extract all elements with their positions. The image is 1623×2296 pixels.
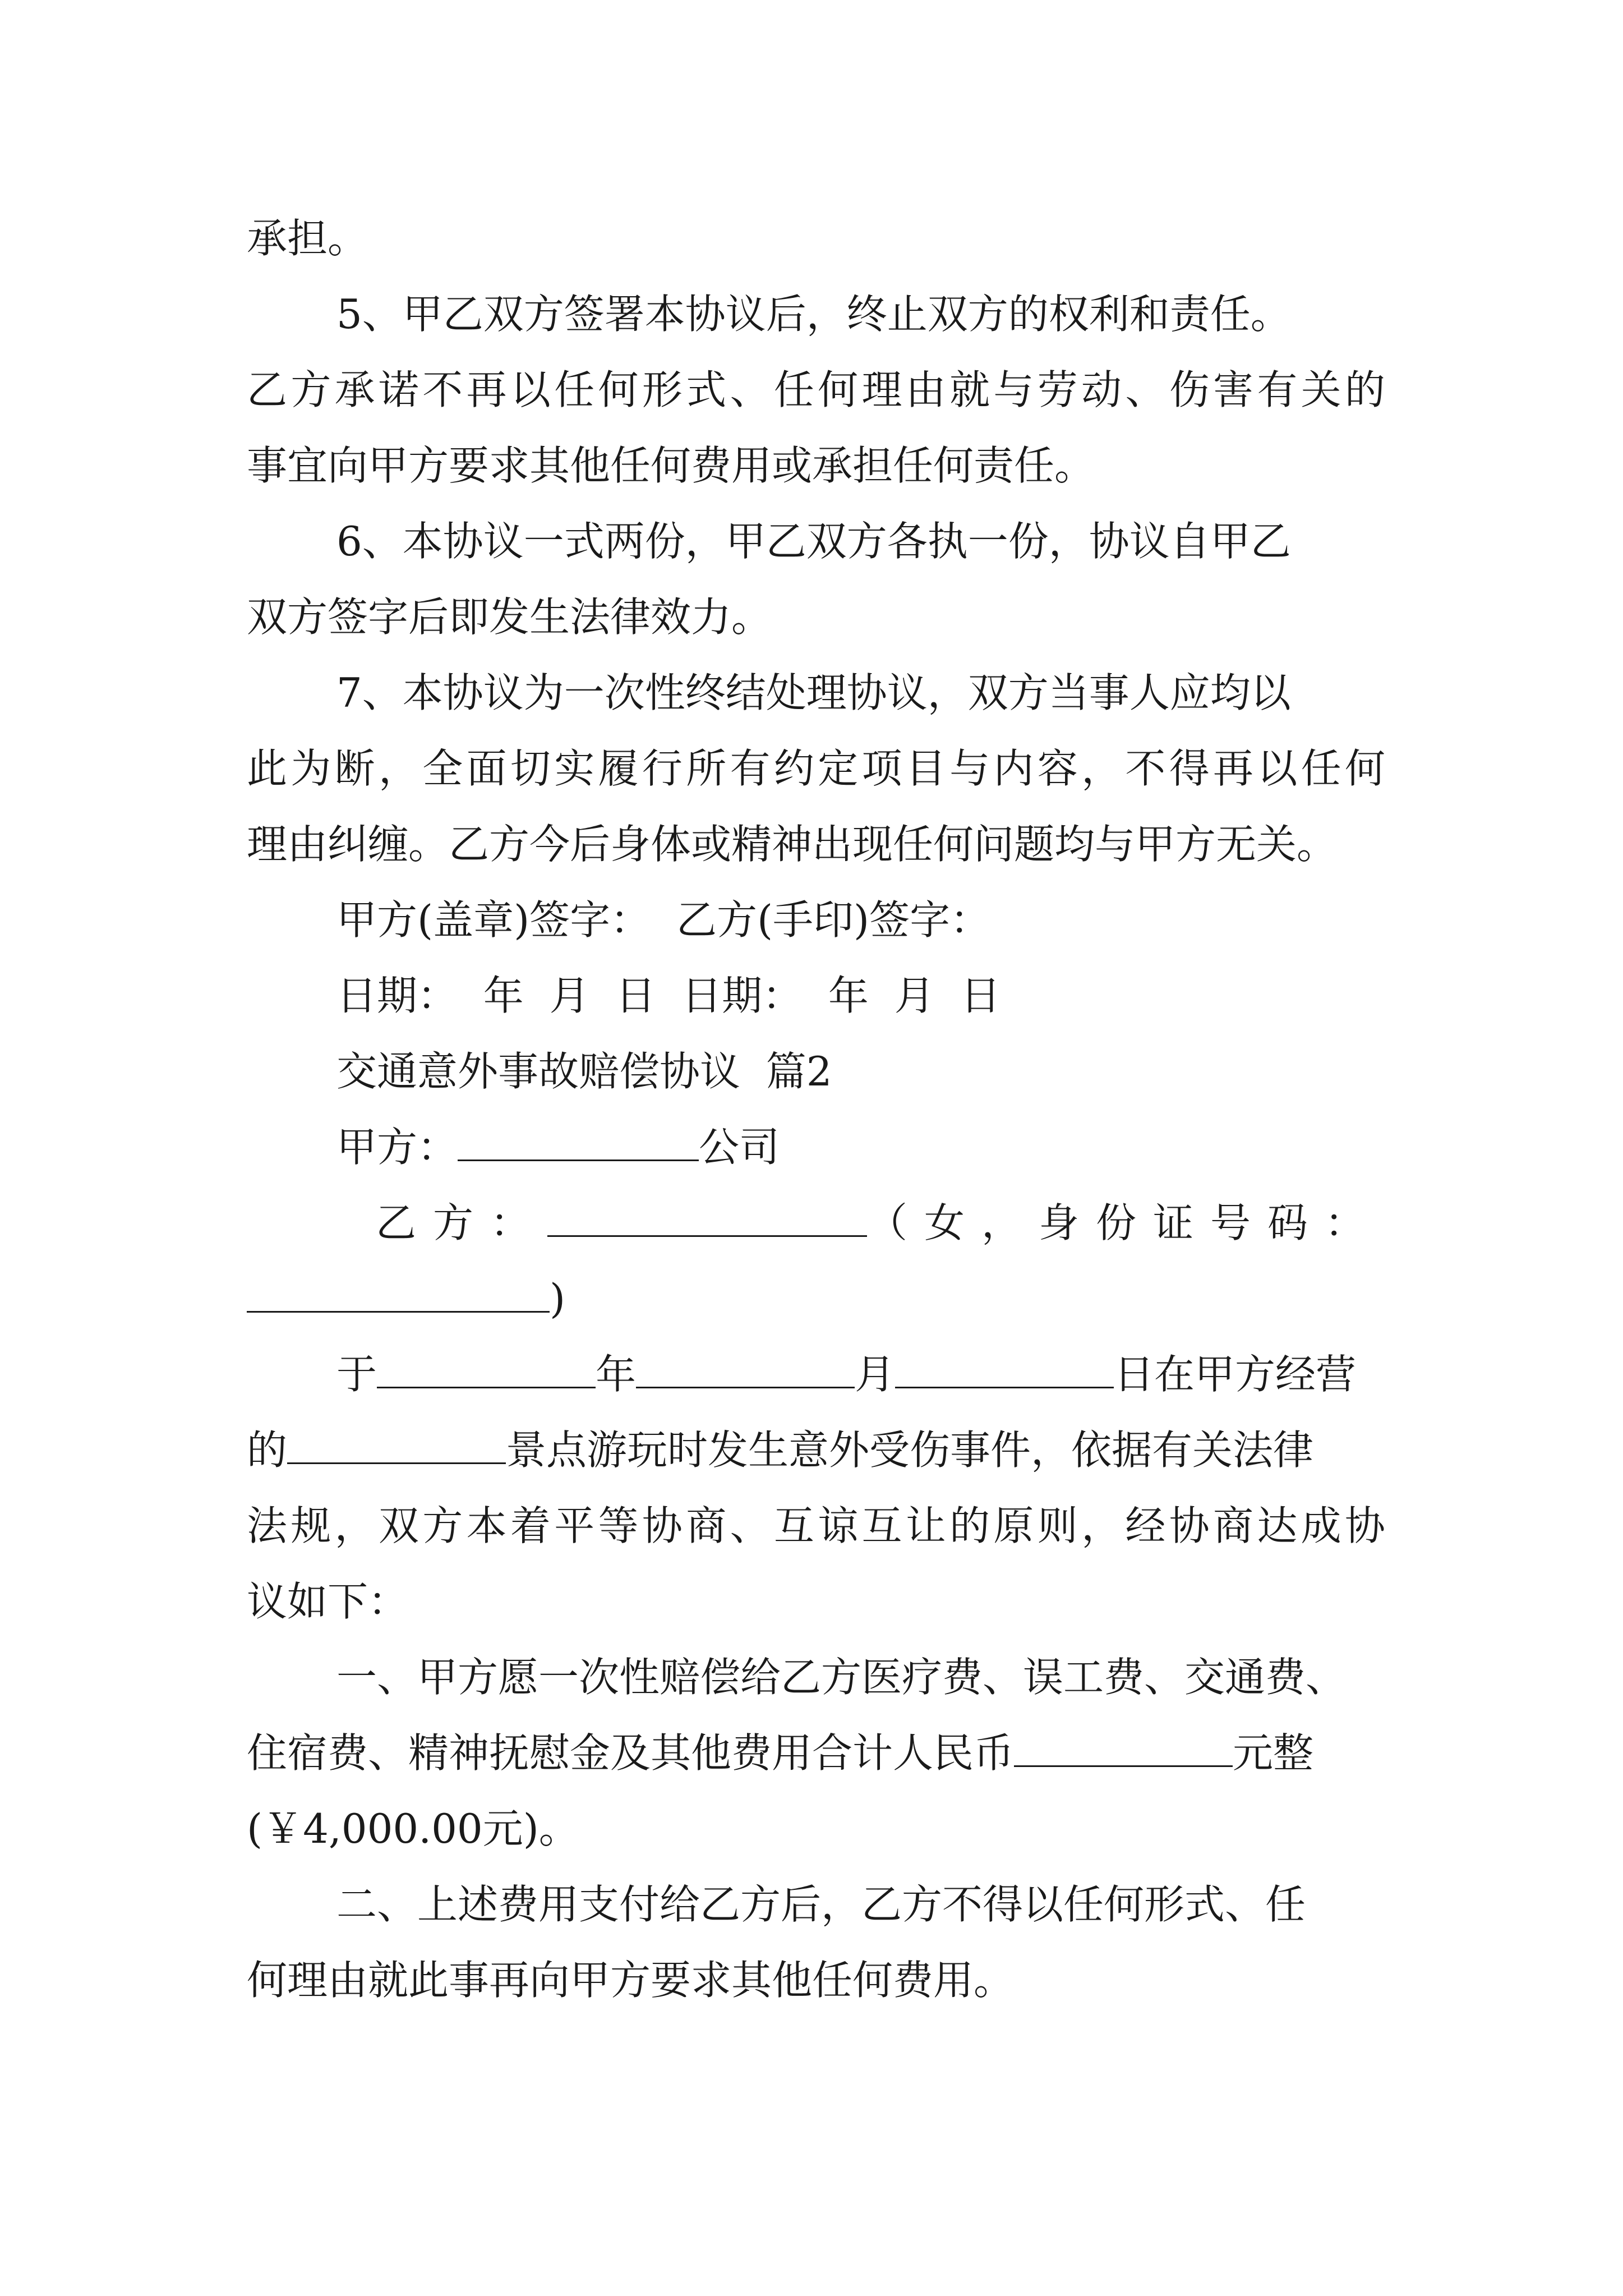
clause-2-line-2: 何理由就此事再向甲方要求其他任何费用。: [247, 1957, 1015, 2004]
section-title: 交通意外事故赔偿协议 篇2: [336, 1048, 832, 1095]
clause-5-line-2: 乙方承诺不再以任何形式、任何理由就与劳动、伤害有关的: [247, 366, 1385, 413]
clause-5-line-3: 事宜向甲方要求其他任何费用或承担任何责任。: [247, 442, 1095, 489]
clause-5-line-1: 5、甲乙双方签署本协议后，终止双方的权利和责任。: [336, 291, 1291, 338]
party-b-id-blank: [247, 1275, 550, 1313]
clause-7-line-1: 7、本协议为一次性终结处理协议，双方当事人应均以: [336, 669, 1291, 716]
clause-6-line-1: 6、本协议一式两份，甲乙双方各执一份，协议自甲乙: [336, 518, 1291, 565]
intro-year: 年: [596, 1351, 637, 1398]
intro-line-1: [336, 1346, 1356, 1402]
intro-yu: 于: [336, 1351, 377, 1398]
party-b-line-2: [247, 1271, 565, 1327]
intro-de: 的: [247, 1427, 288, 1474]
intro-month: 月: [855, 1351, 896, 1398]
clause-1-line-2: [247, 1725, 1313, 1781]
clause-7-line-2: 此为断，全面切实履行所有约定项目与内容，不得再以任何: [247, 745, 1385, 792]
clause-1-line-2-text: 住宿费、精神抚慰金及其他费用合计人民币: [247, 1729, 1015, 1777]
intro-line-4: 议如下：: [247, 1578, 409, 1625]
party-b-prefix: 乙方：: [376, 1199, 548, 1246]
clause-7-line-3: 理由纠缠。乙方今后身体或精神出现任何问题均与甲方无关。: [247, 821, 1338, 868]
party-a-line: [336, 1119, 780, 1175]
clause-6-line-2: 双方签字后即发生法律效力。: [247, 593, 772, 641]
intro-day-text: 日在甲方经营: [1114, 1351, 1357, 1398]
party-b-info: （女，身份证号码：: [867, 1199, 1382, 1246]
scenic-spot-blank: [287, 1427, 506, 1464]
party-a-blank: [458, 1124, 699, 1161]
party-b-close: ): [550, 1275, 566, 1322]
signature-line: 甲方(盖章)签字： 乙方(手印)签字：: [336, 896, 991, 944]
year-blank: [377, 1351, 596, 1388]
clause-1-line-3: (￥4,000.00元)。: [247, 1805, 579, 1852]
day-blank: [895, 1351, 1114, 1388]
clause-2-line-1: 二、上述费用支付给乙方后，乙方不得以任何形式、任: [336, 1881, 1306, 1928]
party-b-line-1: [376, 1195, 1382, 1251]
month-blank: [636, 1351, 855, 1388]
date-line: 日期： 年 月 日 日期： 年 月 日: [336, 972, 1001, 1019]
clause-1-line-1: 一、甲方愿一次性赔偿给乙方医疗费、误工费、交通费、: [336, 1654, 1347, 1701]
party-a-prefix: 甲方：: [336, 1124, 458, 1171]
clause-1-line-2-suffix: 元整: [1233, 1729, 1314, 1777]
intro-line-2: [247, 1422, 1313, 1478]
party-b-name-blank: [547, 1199, 867, 1237]
amount-blank: [1014, 1729, 1233, 1767]
intro-line-3: 法规，双方本着平等协商、互谅互让的原则，经协商达成协: [247, 1502, 1385, 1549]
intro-line-2-text: 景点游玩时发生意外受伤事件，依据有关法律: [506, 1427, 1314, 1474]
party-a-suffix: 公司: [699, 1124, 780, 1171]
text-line-1: 承担。: [247, 215, 368, 262]
